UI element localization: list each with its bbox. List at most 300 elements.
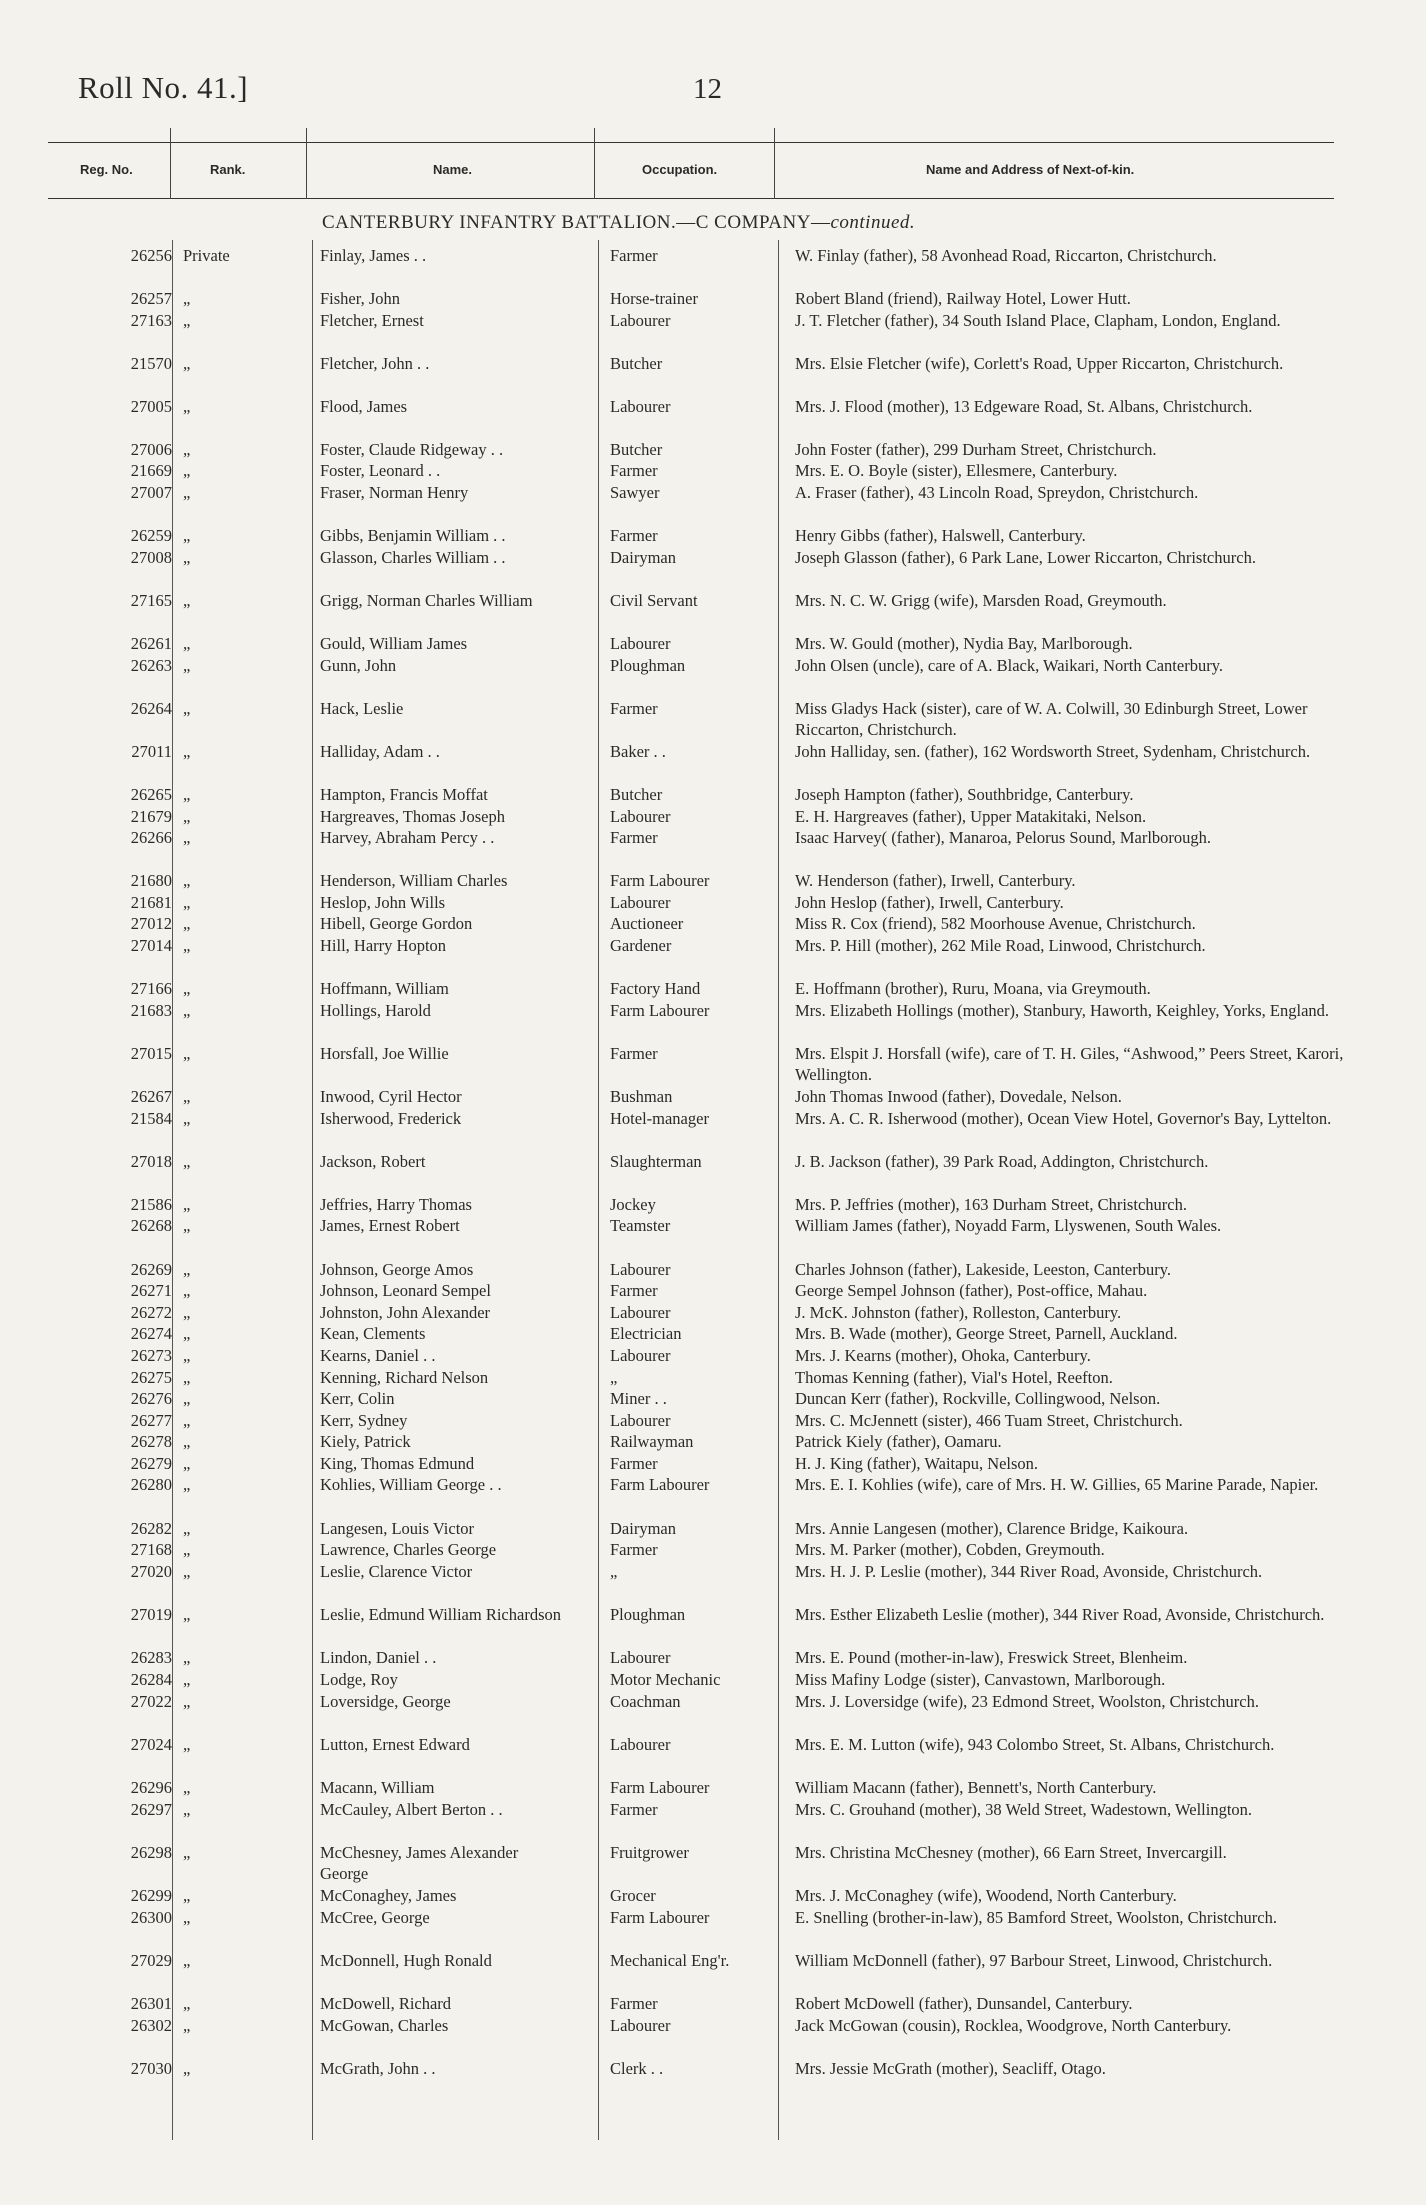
occupation: Slaughterman xyxy=(610,1152,702,1171)
next-of-kin: Mrs. A. C. R. Isherwood (mother), Ocean View Hotel, Governor's Bay, Lyttelton. xyxy=(795,1109,1332,1128)
rank: „ xyxy=(183,1411,191,1430)
occupation: Bushman xyxy=(610,1087,673,1106)
name: McCauley, Albert Berton . . xyxy=(320,1800,503,1819)
name: Kiely, Patrick xyxy=(320,1432,411,1451)
reg-no: 27024 xyxy=(130,1735,172,1754)
name: Kearns, Daniel . . xyxy=(320,1346,436,1365)
next-of-kin: Charles Johnson (father), Lakeside, Leeston, Canterbury. xyxy=(795,1260,1172,1279)
rank: „ xyxy=(183,1800,191,1819)
reg-no: 26267 xyxy=(130,1087,172,1106)
next-of-kin: John Olsen (uncle), care of A. Black, Waikari, North Canterbury. xyxy=(795,656,1224,675)
rank: „ xyxy=(183,893,191,912)
occupation: Labourer xyxy=(610,397,671,416)
reg-no: 21586 xyxy=(130,1195,172,1214)
name: Horsfall, Joe Willie xyxy=(320,1044,449,1063)
occupation: Labourer xyxy=(610,634,671,653)
next-of-kin: Mrs. W. Gould (mother), Nydia Bay, Marlborough. xyxy=(795,634,1133,653)
next-of-kin: Mrs. Elsie Fletcher (wife), Corlett's Road, Upper Riccarton, Christchurch. xyxy=(795,354,1284,373)
rank: „ xyxy=(183,1260,191,1279)
reg-no: 27020 xyxy=(130,1562,172,1581)
reg-no: 26264 xyxy=(130,699,172,718)
name: Heslop, John Wills xyxy=(320,893,446,912)
next-of-kin: Mrs. Annie Langesen (mother), Clarence Bridge, Kaikoura. xyxy=(795,1519,1189,1538)
name: Isherwood, Frederick xyxy=(320,1109,462,1128)
name: McGrath, John . . xyxy=(320,2059,436,2078)
name: Lodge, Roy xyxy=(320,1670,398,1689)
rank: „ xyxy=(183,354,191,373)
roll-number: Roll No. 41.] xyxy=(78,70,249,105)
name: Foster, Leonard . . xyxy=(320,461,441,480)
name: McChesney, James Alexander George xyxy=(320,1843,519,1883)
reg-no: 26299 xyxy=(130,1886,172,1905)
header-divider xyxy=(306,128,307,199)
name: Finlay, James . . xyxy=(320,246,427,265)
next-of-kin: George Sempel Johnson (father), Post-office, Mahau. xyxy=(795,1281,1148,1300)
rank: „ xyxy=(183,2016,191,2035)
name: Hargreaves, Thomas Joseph xyxy=(320,807,505,826)
occupation: „ xyxy=(610,1368,618,1387)
occupation: Mechanical Eng'r. xyxy=(610,1951,730,1970)
next-of-kin: W. Henderson (father), Irwell, Canterbury. xyxy=(795,871,1076,890)
rank: Private xyxy=(183,246,230,265)
page-header xyxy=(78,70,1338,130)
rank: „ xyxy=(183,1908,191,1927)
name: Johnson, George Amos xyxy=(320,1260,474,1279)
next-of-kin: Mrs. E. Pound (mother-in-law), Freswick Street, Blenheim. xyxy=(795,1648,1188,1667)
reg-no: 27030 xyxy=(130,2059,172,2078)
reg-no: 26268 xyxy=(130,1216,172,1235)
occupation: Auctioneer xyxy=(610,914,684,933)
name: Grigg, Norman Charles William xyxy=(320,591,533,610)
next-of-kin: William James (father), Noyadd Farm, Llyswenen, South Wales. xyxy=(795,1216,1222,1235)
reg-no: 27163 xyxy=(130,311,172,330)
name: Hollings, Harold xyxy=(320,1001,431,1020)
name: McCree, George xyxy=(320,1908,430,1927)
reg-no: 26271 xyxy=(130,1281,172,1300)
occupation: Labourer xyxy=(610,1648,671,1667)
name: Kean, Clements xyxy=(320,1324,426,1343)
rank: „ xyxy=(183,807,191,826)
reg-no: 21681 xyxy=(130,893,172,912)
rank: „ xyxy=(183,1605,191,1624)
occupation: Farmer xyxy=(610,461,658,480)
occupation: Farm Labourer xyxy=(610,1908,710,1927)
reg-no: 27018 xyxy=(130,1152,172,1171)
reg-no: 26284 xyxy=(130,1670,172,1689)
occupation: Teamster xyxy=(610,1216,671,1235)
next-of-kin: John Foster (father), 299 Durham Street, Christchurch. xyxy=(795,440,1157,459)
name: Hibell, George Gordon xyxy=(320,914,473,933)
rank: „ xyxy=(183,1195,191,1214)
next-of-kin: J. T. Fletcher (father), 34 South Island Place, Clapham, London, England. xyxy=(795,311,1281,330)
occupation: Labourer xyxy=(610,1346,671,1365)
occupation: Farm Labourer xyxy=(610,1475,710,1494)
name: Gibbs, Benjamin William . . xyxy=(320,526,506,545)
rank: „ xyxy=(183,1281,191,1300)
occupation: Farmer xyxy=(610,1800,658,1819)
column-header-next-of-kin: Name and Address of Next-of-kin. xyxy=(926,162,1135,177)
rank: „ xyxy=(183,1475,191,1494)
name: Fletcher, John . . xyxy=(320,354,430,373)
occupation: Civil Servant xyxy=(610,591,698,610)
occupation: Fruitgrower xyxy=(610,1843,689,1862)
next-of-kin: John Heslop (father), Irwell, Canterbury. xyxy=(795,893,1064,912)
rank: „ xyxy=(183,1519,191,1538)
name: Harvey, Abraham Percy . . xyxy=(320,828,495,847)
reg-no: 26300 xyxy=(130,1908,172,1927)
column-header-name: Name. xyxy=(433,162,473,177)
rank: „ xyxy=(183,311,191,330)
rank: „ xyxy=(183,526,191,545)
occupation: Factory Hand xyxy=(610,979,701,998)
reg-no: 27006 xyxy=(130,440,172,459)
reg-no: 26256 xyxy=(130,246,172,265)
name: Halliday, Adam . . xyxy=(320,742,440,761)
occupation: „ xyxy=(610,1562,618,1581)
header-divider xyxy=(774,128,775,199)
name: Macann, William xyxy=(320,1778,435,1797)
column-header-rank: Rank. xyxy=(210,162,246,177)
reg-no: 26257 xyxy=(130,289,172,308)
next-of-kin: Henry Gibbs (father), Halswell, Canterbury. xyxy=(795,526,1086,545)
reg-no: 26265 xyxy=(130,785,172,804)
occupation: Electrician xyxy=(610,1324,682,1343)
reg-no: 27165 xyxy=(130,591,172,610)
reg-no: 27029 xyxy=(130,1951,172,1970)
rank: „ xyxy=(183,591,191,610)
rank: „ xyxy=(183,1843,191,1862)
reg-no: 21669 xyxy=(130,461,172,480)
next-of-kin: Miss Mafiny Lodge (sister), Canvastown, Marlborough. xyxy=(795,1670,1166,1689)
section-title xyxy=(322,212,915,234)
next-of-kin: Miss Gladys Hack (sister), care of W. A. Colwill, 30 Edinburgh Street, Lower Riccarton, Christchurch. xyxy=(795,699,1308,739)
rank: „ xyxy=(183,1994,191,2013)
reg-no: 26279 xyxy=(130,1454,172,1473)
name: McDonnell, Hugh Ronald xyxy=(320,1951,492,1970)
next-of-kin: Robert Bland (friend), Railway Hotel, Lower Hutt. xyxy=(795,289,1131,308)
reg-no: 27008 xyxy=(130,548,172,567)
next-of-kin: Mrs. Elizabeth Hollings (mother), Stanbury, Haworth, Keighley, Yorks, England. xyxy=(795,1001,1330,1020)
reg-no: 21584 xyxy=(130,1109,172,1128)
occupation: Labourer xyxy=(610,893,671,912)
name: King, Thomas Edmund xyxy=(320,1454,475,1473)
name: Flood, James xyxy=(320,397,408,416)
name: James, Ernest Robert xyxy=(320,1216,460,1235)
occupation: Sawyer xyxy=(610,483,660,502)
next-of-kin: Mrs. J. Loversidge (wife), 23 Edmond Street, Woolston, Christchurch. xyxy=(795,1692,1259,1711)
next-of-kin: Mrs. J. Kearns (mother), Ohoka, Canterbury. xyxy=(795,1346,1091,1365)
rank: „ xyxy=(183,2059,191,2078)
name: McConaghey, James xyxy=(320,1886,457,1905)
rank: „ xyxy=(183,461,191,480)
occupation: Farmer xyxy=(610,1454,658,1473)
rank: „ xyxy=(183,440,191,459)
next-of-kin: E. Hoffmann (brother), Ruru, Moana, via Greymouth. xyxy=(795,979,1151,998)
occupation: Farm Labourer xyxy=(610,1778,710,1797)
reg-no: 26298 xyxy=(130,1843,172,1862)
rank: „ xyxy=(183,936,191,955)
next-of-kin: John Thomas Inwood (father), Dovedale, Nelson. xyxy=(795,1087,1122,1106)
rank: „ xyxy=(183,699,191,718)
next-of-kin: Robert McDowell (father), Dunsandel, Canterbury. xyxy=(795,1994,1133,2013)
reg-no: 21680 xyxy=(130,871,172,890)
occupation: Horse-trainer xyxy=(610,289,698,308)
rank: „ xyxy=(183,1389,191,1408)
reg-no: 26274 xyxy=(130,1324,172,1343)
rank: „ xyxy=(183,1001,191,1020)
column-divider xyxy=(172,240,173,2140)
occupation: Farmer xyxy=(610,1281,658,1300)
column-headers xyxy=(48,128,1334,203)
name: Johnston, John Alexander xyxy=(320,1303,491,1322)
name: McGowan, Charles xyxy=(320,2016,449,2035)
reg-no: 21679 xyxy=(130,807,172,826)
column-header-occupation: Occupation. xyxy=(642,162,718,177)
next-of-kin: Mrs. Elspit J. Horsfall (wife), care of T. H. Giles, “Ashwood,” Peers Street, Karori, Wellington. xyxy=(795,1044,1344,1084)
reg-no: 26282 xyxy=(130,1519,172,1538)
rank: „ xyxy=(183,914,191,933)
name: Kohlies, William George . . xyxy=(320,1475,502,1494)
next-of-kin: Mrs. P. Hill (mother), 262 Mile Road, Linwood, Christchurch. xyxy=(795,936,1206,955)
name: Johnson, Leonard Sempel xyxy=(320,1281,491,1300)
name: Gunn, John xyxy=(320,656,397,675)
name: Hill, Harry Hopton xyxy=(320,936,447,955)
occupation: Ploughman xyxy=(610,656,686,675)
occupation: Gardener xyxy=(610,936,672,955)
reg-no: 26301 xyxy=(130,1994,172,2013)
header-divider xyxy=(170,128,171,199)
rank: „ xyxy=(183,1044,191,1063)
next-of-kin: Mrs. J. Flood (mother), 13 Edgeware Road, St. Albans, Christchurch. xyxy=(795,397,1253,416)
next-of-kin: Mrs. Jessie McGrath (mother), Seacliff, Otago. xyxy=(795,2059,1106,2078)
column-divider xyxy=(312,240,313,2140)
page-number: 12 xyxy=(693,73,722,105)
occupation: Baker . . xyxy=(610,742,666,761)
rank: „ xyxy=(183,483,191,502)
reg-no: 27168 xyxy=(130,1540,172,1559)
name: Loversidge, George xyxy=(320,1692,451,1711)
next-of-kin: Mrs. N. C. W. Grigg (wife), Marsden Road, Greymouth. xyxy=(795,591,1167,610)
reg-no: 27012 xyxy=(130,914,172,933)
name: McDowell, Richard xyxy=(320,1994,452,2013)
occupation: Labourer xyxy=(610,807,671,826)
reg-no: 26261 xyxy=(130,634,172,653)
rank: „ xyxy=(183,1951,191,1970)
occupation: Farm Labourer xyxy=(610,1001,710,1020)
occupation: Labourer xyxy=(610,1303,671,1322)
header-divider xyxy=(594,128,595,199)
occupation: Farmer xyxy=(610,1540,658,1559)
name: Leslie, Edmund William Richardson xyxy=(320,1605,561,1624)
reg-no: 26297 xyxy=(130,1800,172,1819)
rank: „ xyxy=(183,1648,191,1667)
reg-no: 26266 xyxy=(130,828,172,847)
next-of-kin: W. Finlay (father), 58 Avonhead Road, Riccarton, Christchurch. xyxy=(795,246,1217,265)
reg-no: 27014 xyxy=(130,936,172,955)
next-of-kin: William Macann (father), Bennett's, North Canterbury. xyxy=(795,1778,1157,1797)
rank: „ xyxy=(183,656,191,675)
reg-no: 26259 xyxy=(130,526,172,545)
next-of-kin: Miss R. Cox (friend), 582 Moorhouse Avenue, Christchurch. xyxy=(795,914,1196,933)
occupation: Hotel-manager xyxy=(610,1109,709,1128)
next-of-kin: Duncan Kerr (father), Rockville, Collingwood, Nelson. xyxy=(795,1389,1161,1408)
occupation: Dairyman xyxy=(610,1519,676,1538)
rank: „ xyxy=(183,548,191,567)
rank: „ xyxy=(183,785,191,804)
name: Inwood, Cyril Hector xyxy=(320,1087,462,1106)
rank: „ xyxy=(183,742,191,761)
rank: „ xyxy=(183,1562,191,1581)
name: Kerr, Colin xyxy=(320,1389,395,1408)
name: Lindon, Daniel . . xyxy=(320,1648,437,1667)
next-of-kin: A. Fraser (father), 43 Lincoln Road, Spreydon, Christchurch. xyxy=(795,483,1199,502)
rank: „ xyxy=(183,1303,191,1322)
occupation: Jockey xyxy=(610,1195,656,1214)
occupation: Farmer xyxy=(610,699,658,718)
section-title-text: CANTERBURY INFANTRY BATTALION.—C COMPANY— xyxy=(322,212,831,233)
occupation: Labourer xyxy=(610,1735,671,1754)
occupation: Grocer xyxy=(610,1886,656,1905)
next-of-kin: Mrs. E. I. Kohlies (wife), care of Mrs. H. W. Gillies, 65 Marine Parade, Napier. xyxy=(795,1475,1319,1494)
rank: „ xyxy=(183,1692,191,1711)
reg-no: 27019 xyxy=(130,1605,172,1624)
name: Jeffries, Harry Thomas xyxy=(320,1195,472,1214)
occupation: Ploughman xyxy=(610,1605,686,1624)
next-of-kin: Mrs. E. M. Lutton (wife), 943 Colombo Street, St. Albans, Christchurch. xyxy=(795,1735,1275,1754)
rank: „ xyxy=(183,1346,191,1365)
name: Fisher, John xyxy=(320,289,401,308)
next-of-kin: Patrick Kiely (father), Oamaru. xyxy=(795,1432,1002,1451)
reg-no: 26272 xyxy=(130,1303,172,1322)
name: Leslie, Clarence Victor xyxy=(320,1562,473,1581)
next-of-kin: Mrs. J. McConaghey (wife), Woodend, North Canterbury. xyxy=(795,1886,1177,1905)
occupation: Labourer xyxy=(610,311,671,330)
rank: „ xyxy=(183,289,191,308)
next-of-kin: J. McK. Johnston (father), Rolleston, Canterbury. xyxy=(795,1303,1122,1322)
name: Glasson, Charles William . . xyxy=(320,548,506,567)
reg-no: 27011 xyxy=(131,742,172,761)
reg-no: 27022 xyxy=(130,1692,172,1711)
reg-no: 27005 xyxy=(130,397,172,416)
next-of-kin: E. Snelling (brother-in-law), 85 Bamford Street, Woolston, Christchurch. xyxy=(795,1908,1277,1927)
rank: „ xyxy=(183,1778,191,1797)
column-divider xyxy=(598,240,599,2140)
rank: „ xyxy=(183,1670,191,1689)
reg-no: 26276 xyxy=(130,1389,172,1408)
next-of-kin: Thomas Kenning (father), Vial's Hotel, Reefton. xyxy=(795,1368,1113,1387)
reg-no: 21570 xyxy=(130,354,172,373)
occupation: Labourer xyxy=(610,1411,671,1430)
occupation: Farmer xyxy=(610,828,658,847)
next-of-kin: John Halliday, sen. (father), 162 Wordsworth Street, Sydenham, Christchurch. xyxy=(795,742,1311,761)
reg-no: 27007 xyxy=(130,483,172,502)
name: Jackson, Robert xyxy=(320,1152,426,1171)
reg-no: 26280 xyxy=(130,1475,172,1494)
reg-no: 26283 xyxy=(130,1648,172,1667)
header-top-rule xyxy=(48,142,1334,143)
next-of-kin: Mrs. E. O. Boyle (sister), Ellesmere, Canterbury. xyxy=(795,461,1118,480)
name: Henderson, William Charles xyxy=(320,871,508,890)
name: Fraser, Norman Henry xyxy=(320,483,469,502)
name: Langesen, Louis Victor xyxy=(320,1519,475,1538)
occupation: Farmer xyxy=(610,1044,658,1063)
occupation: Farmer xyxy=(610,246,658,265)
occupation: Motor Mechanic xyxy=(610,1670,721,1689)
rank: „ xyxy=(183,979,191,998)
next-of-kin: Mrs. H. J. P. Leslie (mother), 344 River Road, Avonside, Christchurch. xyxy=(795,1562,1263,1581)
next-of-kin: Jack McGowan (cousin), Rocklea, Woodgrove, North Canterbury. xyxy=(795,2016,1232,2035)
name: Kerr, Sydney xyxy=(320,1411,408,1430)
rank: „ xyxy=(183,1454,191,1473)
rank: „ xyxy=(183,1324,191,1343)
next-of-kin: E. H. Hargreaves (father), Upper Matakitaki, Nelson. xyxy=(795,807,1147,826)
next-of-kin: Joseph Glasson (father), 6 Park Lane, Lower Riccarton, Christchurch. xyxy=(795,548,1256,567)
occupation: Labourer xyxy=(610,1260,671,1279)
name: Hoffmann, William xyxy=(320,979,449,998)
next-of-kin: Mrs. C. Grouhand (mother), 38 Weld Street, Wadestown, Wellington. xyxy=(795,1800,1253,1819)
rank: „ xyxy=(183,828,191,847)
name: Foster, Claude Ridgeway . . xyxy=(320,440,504,459)
column-divider xyxy=(778,240,779,2140)
rank: „ xyxy=(183,871,191,890)
rank: „ xyxy=(183,1735,191,1754)
next-of-kin: Mrs. C. McJennett (sister), 466 Tuam Street, Christchurch. xyxy=(795,1411,1183,1430)
name: Lawrence, Charles George xyxy=(320,1540,497,1559)
rank: „ xyxy=(183,1886,191,1905)
next-of-kin: Mrs. Esther Elizabeth Leslie (mother), 344 River Road, Avonside, Christchurch. xyxy=(795,1605,1325,1624)
next-of-kin: Mrs. Christina McChesney (mother), 66 Earn Street, Invercargill. xyxy=(795,1843,1227,1862)
occupation: Dairyman xyxy=(610,548,676,567)
rank: „ xyxy=(183,1216,191,1235)
occupation: Farmer xyxy=(610,1994,658,2013)
next-of-kin: Mrs. M. Parker (mother), Cobden, Greymouth. xyxy=(795,1540,1105,1559)
reg-no: 27015 xyxy=(130,1044,172,1063)
occupation: Farm Labourer xyxy=(610,871,710,890)
header-bottom-rule xyxy=(48,198,1334,199)
occupation: Clerk . . xyxy=(610,2059,664,2078)
occupation: Miner . . xyxy=(610,1389,667,1408)
rank: „ xyxy=(183,1087,191,1106)
reg-no: 26269 xyxy=(130,1260,172,1279)
reg-no: 26277 xyxy=(130,1411,172,1430)
next-of-kin: Mrs. B. Wade (mother), George Street, Parnell, Auckland. xyxy=(795,1324,1178,1343)
occupation: Butcher xyxy=(610,785,663,804)
name: Hack, Leslie xyxy=(320,699,404,718)
name: Hampton, Francis Moffat xyxy=(320,785,488,804)
reg-no: 26296 xyxy=(130,1778,172,1797)
occupation: Labourer xyxy=(610,2016,671,2035)
name: Kenning, Richard Nelson xyxy=(320,1368,489,1387)
rank: „ xyxy=(183,1152,191,1171)
occupation: Coachman xyxy=(610,1692,681,1711)
occupation: Butcher xyxy=(610,354,663,373)
next-of-kin: Mrs. P. Jeffries (mother), 163 Durham Street, Christchurch. xyxy=(795,1195,1187,1214)
occupation: Farmer xyxy=(610,526,658,545)
occupation: Railwayman xyxy=(610,1432,694,1451)
next-of-kin: Isaac Harvey( (father), Manaroa, Pelorus Sound, Marlborough. xyxy=(795,828,1212,847)
next-of-kin: J. B. Jackson (father), 39 Park Road, Addington, Christchurch. xyxy=(795,1152,1209,1171)
reg-no: 26302 xyxy=(130,2016,172,2035)
rank: „ xyxy=(183,634,191,653)
reg-no: 26273 xyxy=(130,1346,172,1365)
reg-no: 26263 xyxy=(130,656,172,675)
rank: „ xyxy=(183,1109,191,1128)
reg-no: 26278 xyxy=(130,1432,172,1451)
next-of-kin: Joseph Hampton (father), Southbridge, Canterbury. xyxy=(795,785,1134,804)
next-of-kin: William McDonnell (father), 97 Barbour Street, Linwood, Christchurch. xyxy=(795,1951,1273,1970)
reg-no: 21683 xyxy=(130,1001,172,1020)
name: Lutton, Ernest Edward xyxy=(320,1735,470,1754)
